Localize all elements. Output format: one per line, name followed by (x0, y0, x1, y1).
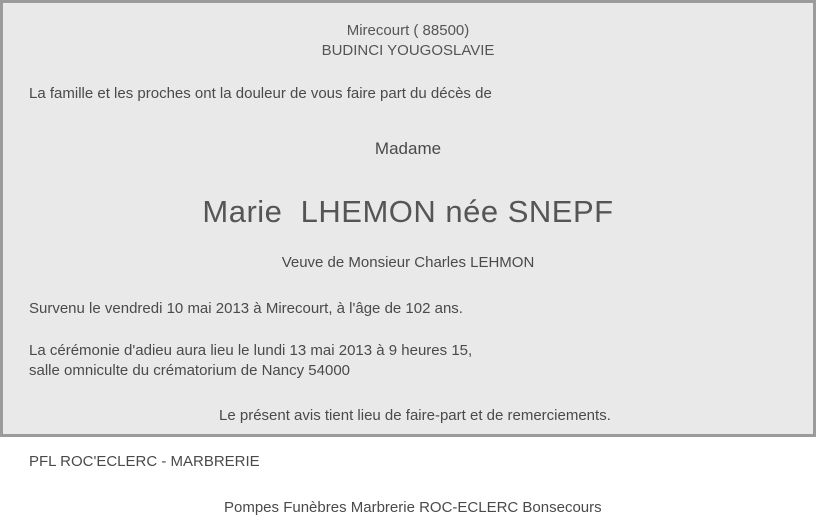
location-country: BUDINCI YOUGOSLAVIE (321, 42, 495, 60)
funeral-company: PFL ROC'ECLERC - MARBRERIE (29, 452, 260, 470)
ceremony-details-line-2: salle omniculte du crématorium de Nancy 54000 (29, 362, 350, 380)
thanks-note: Le présent avis tient lieu de faire-part et de remerciements. (219, 406, 611, 424)
spouse-line: Veuve de Monsieur Charles LEHMON (281, 253, 535, 271)
announcement-text: La famille et les proches ont la douleur de vous faire part du décès de (29, 84, 492, 102)
deceased-name: Marie LHEMON née SNEPF (202, 193, 614, 229)
ceremony-details-line-1: La cérémonie d'adieu aura lieu le lundi 13 mai 2013 à 9 heures 15, (29, 342, 473, 360)
honorific-title: Madame (374, 138, 442, 158)
location-city: Mirecourt ( 88500) (346, 22, 470, 39)
funeral-services-footer: Pompes Funèbres Marbrerie ROC-ECLERC Bonsecours (224, 499, 602, 517)
death-details: Survenu le vendredi 10 mai 2013 à Mirecourt, à l'âge de 102 ans. (29, 299, 463, 317)
